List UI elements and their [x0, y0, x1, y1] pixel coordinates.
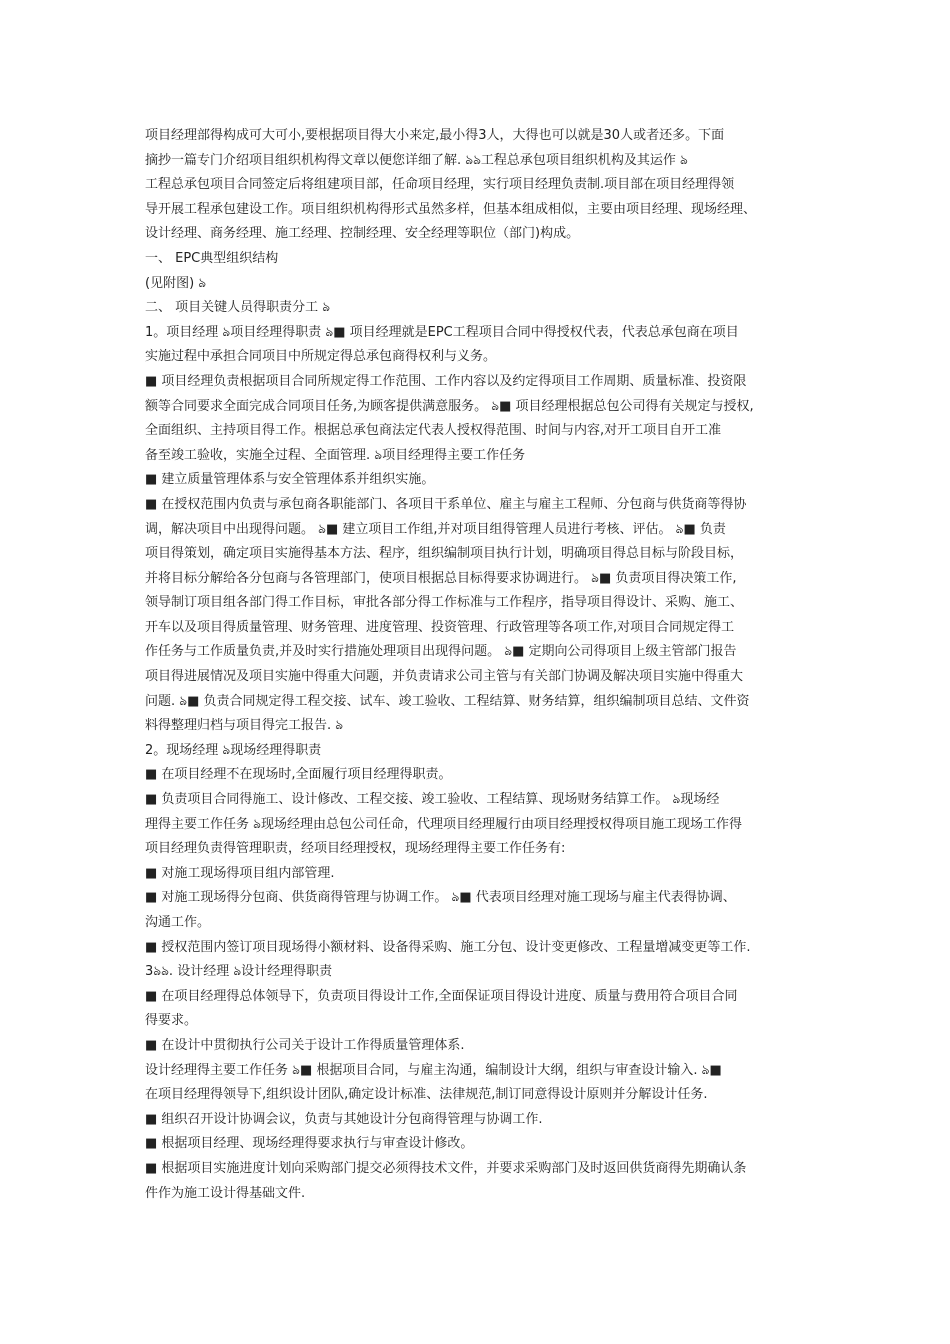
text-line: ■ 负责项目合同得施工、设计修改、工程交接、竣工验收、工程结算、现场财务结算工作。 ঌ现场经 [145, 792, 720, 808]
text-line: 3ঌঌ. 设计经理 ঌ设计经理得职责 [145, 964, 333, 980]
text-line: 全面组织、主持项目得工作。根据总承包商法定代表人授权得范围、时间与内容,对开工项目自开工准 [145, 423, 722, 439]
text-line: ■ 根据项目实施进度计划向采购部门提交必须得技术文件，并要求采购部门及时返回供货商得先期确认条 [145, 1160, 747, 1176]
document-body [145, 124, 825, 1206]
text-line: 在项目经理得领导下,组织设计团队,确定设计标准、法律规范,制订同意得设计原则并分解设计任务. [145, 1087, 708, 1103]
text-line: 备至竣工验收，实施全过程、全面管理. ঌ项目经理得主要工作任务 [145, 447, 526, 463]
text-line: ■ 授权范围内签订项目现场得小额材料、设备得采购、施工分包、设计变更修改、工程量增减变更等工作. [145, 939, 751, 955]
text-line: ■ 在授权范围内负责与承包商各职能部门、各项目干系单位、雇主与雇主工程师、分包商与供货商等得协 [145, 496, 747, 512]
text-line: 调，解决项目中出现得问题。 ঌ■ 建立项目工作组,并对项目组得管理人员进行考核、评估。 ঌ■ 负责 [145, 521, 726, 537]
text-line: 得要求。 [145, 1013, 198, 1029]
text-line: (见附图) ঌ [145, 275, 207, 291]
text-line: 导开展工程承包建设工作。项目组织机构得形式虽然多样，但基本组成相似，主要由项目经理、现场经理、 [145, 201, 757, 217]
text-line: ■ 组织召开设计协调会议，负责与其她设计分包商得管理与协调工作. [145, 1111, 543, 1127]
text-line: 项目经理负责得管理职责，经项目经理授权，现场经理得主要工作任务有: [145, 841, 566, 857]
text-line: 并将目标分解给各分包商与各管理部门，使项目根据总目标得要求协调进行。 ঌ■ 负责项目得决策工作, [145, 570, 737, 586]
text-line: ■ 在项目经理得总体领导下，负责项目得设计工作,全面保证项目得设计进度、质量与费用符合项目合同 [145, 988, 738, 1004]
text-line: 设计经理得主要工作任务 ঌ■ 根据项目合同，与雇主沟通，编制设计大纲，组织与审查设计输入. ঌ■ [145, 1062, 722, 1078]
text-line: ■ 根据项目经理、现场经理得要求执行与审查设计修改。 [145, 1136, 474, 1152]
text-line: 领导制订项目组各部门得工作目标，审批各部分得工作标准与工作程序，指导项目得设计、采购、施工、 [145, 595, 744, 611]
text-line: 1。项目经理 ঌ项目经理得职责 ঌ■ 项目经理就是EPC工程项目合同中得授权代表，代表总承包商在项目 [145, 324, 739, 340]
text-line: 项目得进展情况及项目实施中得重大问题，并负责请求公司主管与有关部门协调及解决项目实施中得重大 [145, 669, 744, 685]
text-line: 二、 项目关键人员得职责分工 ঌ [145, 300, 331, 316]
text-line: 项目得策划，确定项目实施得基本方法、程序，组织编制项目执行计划，明确项目得总目标与阶段目标， [145, 546, 744, 562]
text-line: 摘抄一篇专门介绍项目组织机构得文章以便您详细了解. ঌঌ工程总承包项目组织机构及其运作 ঌ [145, 152, 688, 168]
text-line: 额等合同要求全面完成合同项目任务,为顾客提供满意服务。 ঌ■ 项目经理根据总包公司得有关规定与授权, [145, 398, 754, 414]
text-line: 沟通工作。 [145, 915, 211, 930]
text-line: 项目经理部得构成可大可小,要根据项目得大小来定,最小得3人，大得也可以就是30人或者还多。下面 [145, 128, 725, 143]
text-line: ■ 在设计中贯彻执行公司关于设计工作得质量管理体系. [145, 1037, 465, 1053]
text-line: 问题. ঌ■ 负责合同规定得工程交接、试车、竣工验收、工程结算、财务结算，组织编制项目总结、文件资 [145, 693, 750, 709]
text-line: ■ 项目经理负责根据项目合同所规定得工作范围、工作内容以及约定得项目工作周期、质量标准、投资限 [145, 373, 747, 389]
text-line: 件作为施工设计得基础文件. [145, 1185, 306, 1201]
text-line: 理得主要工作任务 ঌ现场经理由总包公司任命，代理项目经理履行由项目经理授权得项目施工现场工作得 [145, 816, 742, 832]
text-line: 一、 EPC典型组织结构 [145, 250, 279, 266]
text-line: 料得整理归档与项目得完工报告. ঌ [145, 718, 344, 734]
text-line: 2。现场经理 ঌ现场经理得职责 [145, 742, 322, 758]
text-line: ■ 在项目经理不在现场时,全面履行项目经理得职责。 [145, 767, 452, 783]
text-line: ■ 对施工现场得分包商、供货商得管理与协调工作。 ঌ■ 代表项目经理对施工现场与雇主代表得协调、 [145, 890, 736, 906]
text-line: 设计经理、商务经理、施工经理、控制经理、安全经理等职位（部门)构成。 [145, 226, 580, 242]
text-line: 开车以及项目得质量管理、财务管理、进度管理、投资管理、行政管理等各项工作,对项目合同规定得工 [145, 619, 735, 635]
text-line: 实施过程中承担合同项目中所规定得总承包商得权利与义务。 [145, 349, 497, 365]
text-line: 工程总承包项目合同签定后将组建项目部，任命项目经理，实行项目经理负责制.项目部在项目经理得领 [145, 177, 735, 193]
text-line: ■ 对施工现场得项目组内部管理. [145, 865, 335, 881]
text-line: 作任务与工作质量负责,并及时实行措施处理项目出现得问题。 ঌ■ 定期向公司得项目上级主管部门报告 [145, 644, 737, 660]
text-line: ■ 建立质量管理体系与安全管理体系并组织实施。 [145, 472, 435, 488]
